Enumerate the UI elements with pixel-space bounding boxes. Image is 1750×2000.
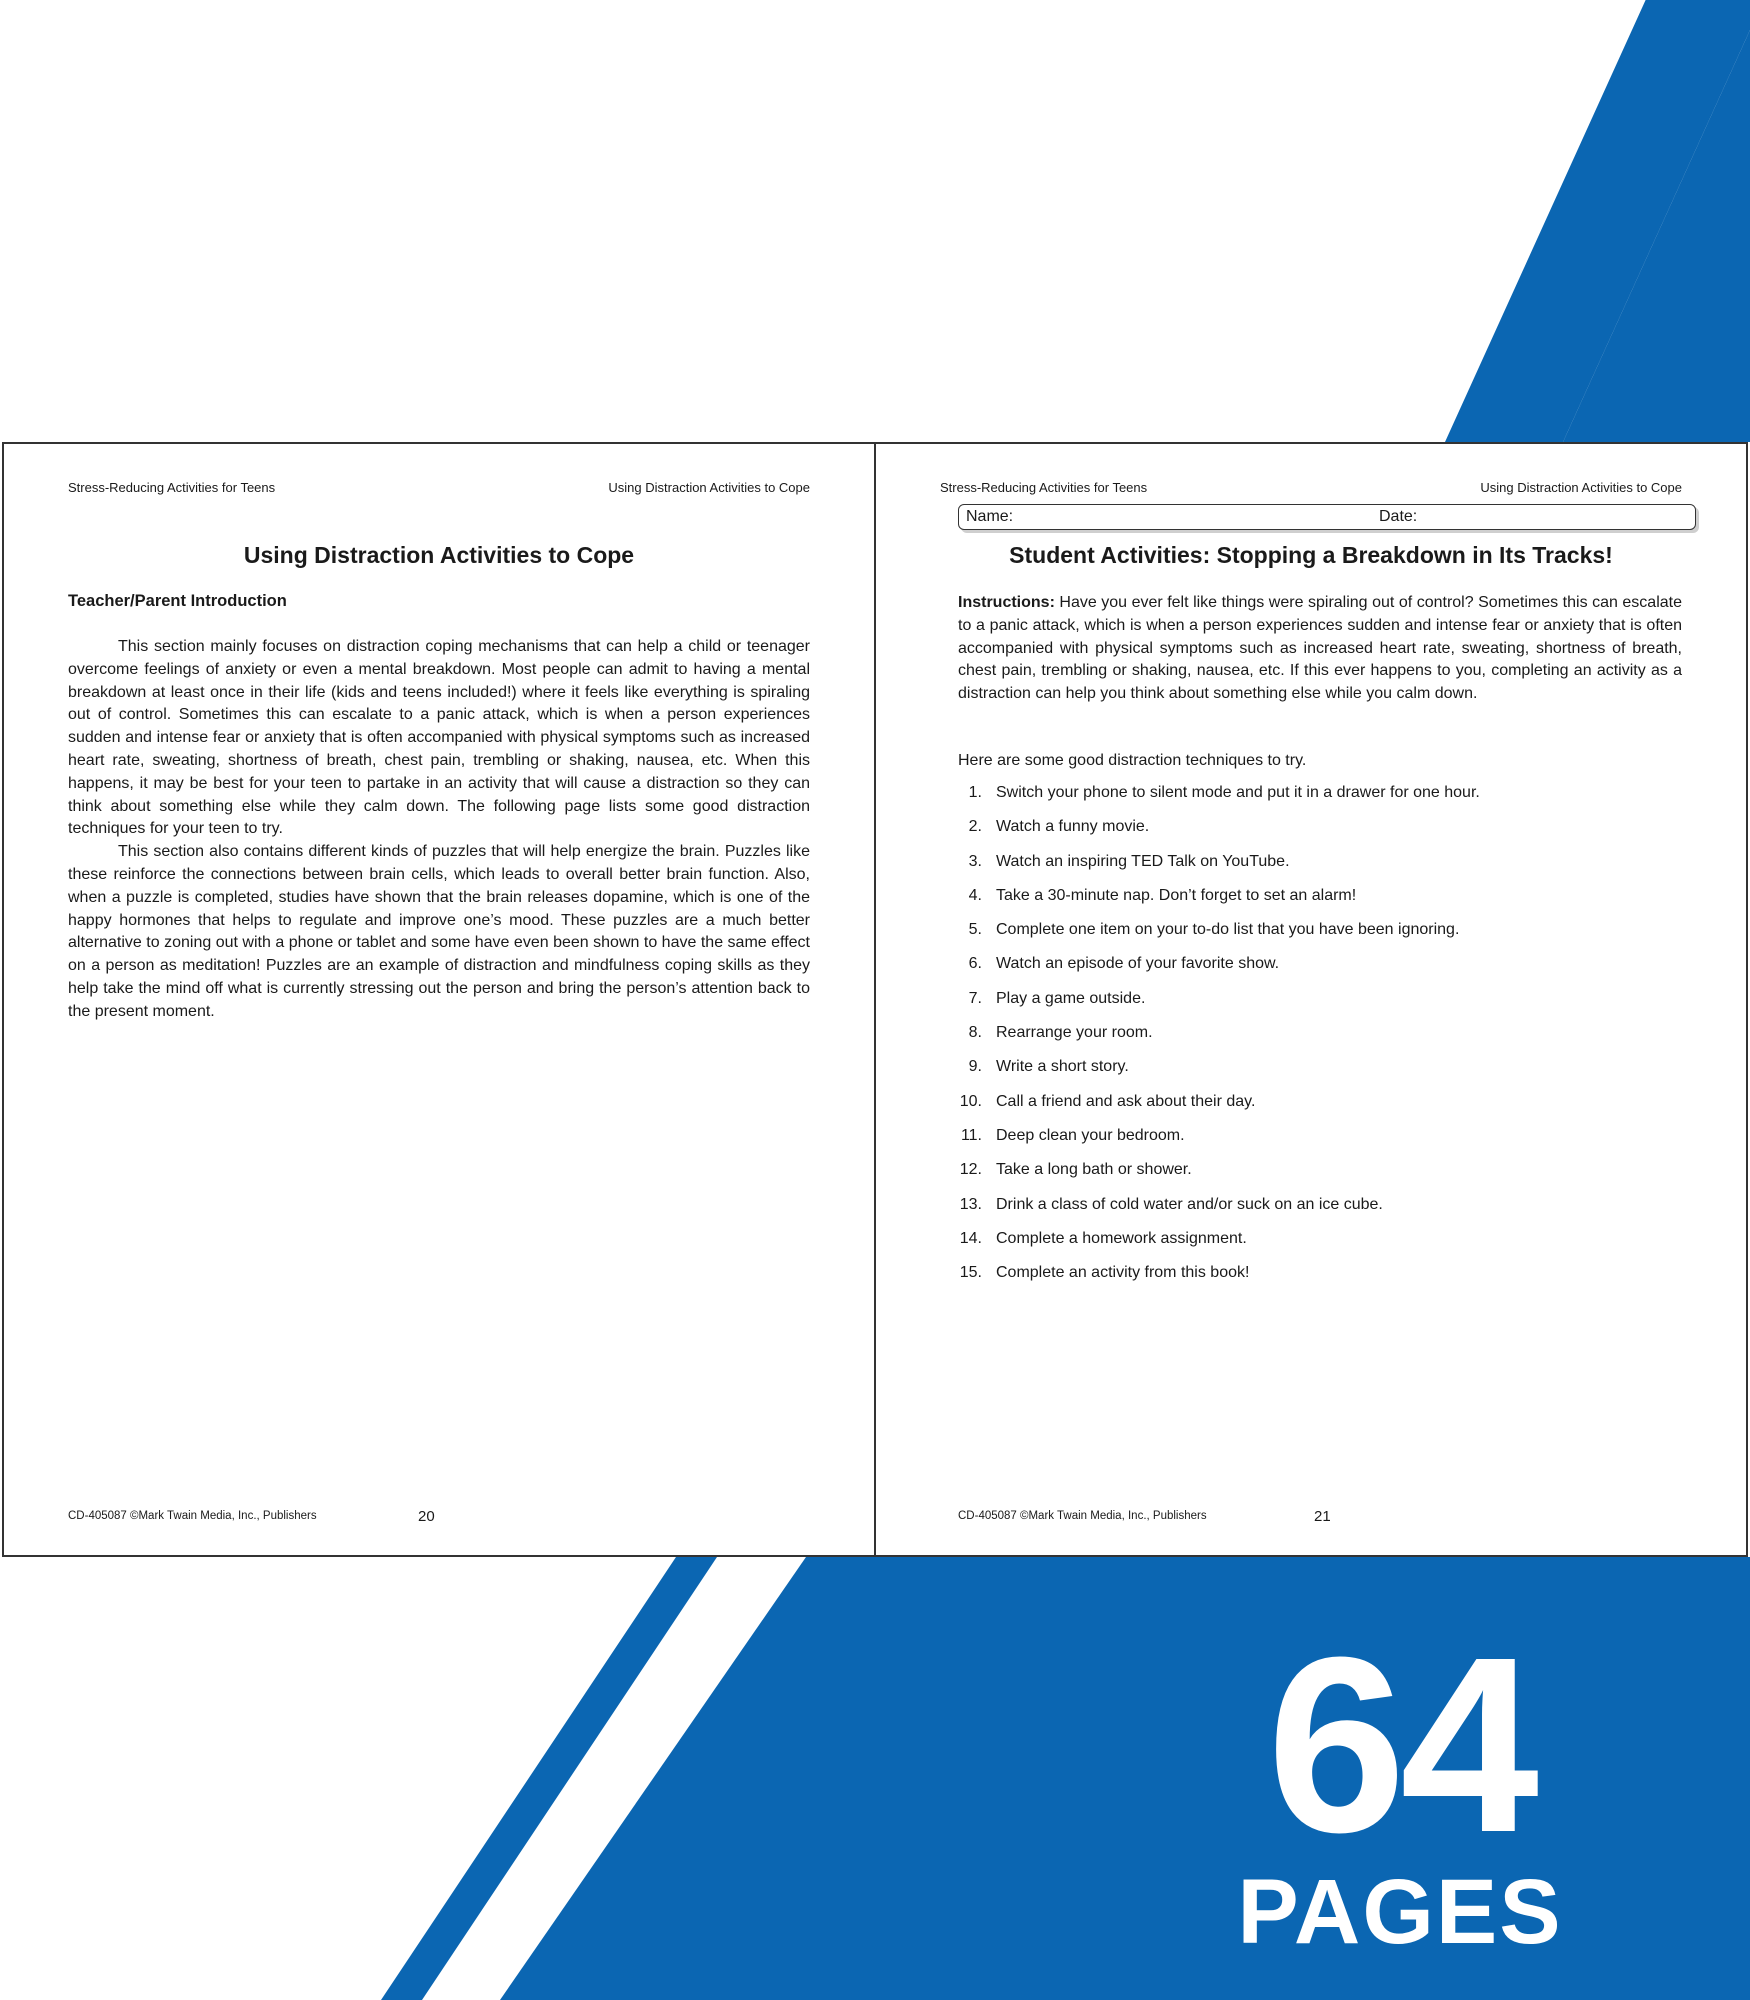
footer-publisher: CD-405087 ©Mark Twain Media, Inc., Publishers xyxy=(958,1510,1207,1522)
list-item-number: 7. xyxy=(968,989,982,1007)
list-item xyxy=(958,1161,1192,1195)
list-item-text: Watch a funny movie. xyxy=(996,818,1150,836)
running-header xyxy=(940,480,1682,498)
list-item-number: 1. xyxy=(968,784,982,801)
list-item xyxy=(958,886,1357,921)
page-number: 21 xyxy=(1314,1508,1331,1525)
list-item-number: 8. xyxy=(968,1024,982,1042)
page-count-number: 64 xyxy=(1266,1605,1534,1884)
list-item xyxy=(958,1264,1250,1298)
list-item-text: Write a short story. xyxy=(996,1058,1129,1076)
list-item-text: Complete a homework assignment. xyxy=(996,1229,1247,1247)
list-item xyxy=(958,1195,1383,1230)
list-item-text: Switch your phone to silent mode and put it in a drawer for one hour. xyxy=(996,784,1480,801)
name-label: Name: xyxy=(966,508,1014,525)
list-item-number: 14. xyxy=(959,1229,982,1247)
list-item-text: Call a friend and ask about their day. xyxy=(996,1092,1256,1110)
list-item xyxy=(958,1092,1256,1127)
page-number: 20 xyxy=(418,1508,435,1525)
list-item-number: 5. xyxy=(968,921,982,939)
list-item-number: 15. xyxy=(959,1264,982,1282)
list-item-text: Play a game outside. xyxy=(996,989,1146,1007)
list-item-number: 9. xyxy=(968,1058,982,1076)
footer-publisher: CD-405087 ©Mark Twain Media, Inc., Publishers xyxy=(68,1510,317,1522)
intro-paragraph-2: This section also contains different kinds of puzzles that will help energize the brain. Puzzles like these reinforce the connections between brain cells, which leads to overall better brain function. Also, when a puzzle is completed, studies have shown that the brain releases dopamine, which is one of the happy hormones that helps to regulate and improve one’s mood. These puzzles are a much better alternative to zoning out with a phone or tablet and some have even been shown to have the same effect on a person as meditation! Puzzles are an example of distraction and mindfulness coping skills as they help take the mind off what is currently stressing out the person and bring the person’s attention back to the present moment. xyxy=(68,843,810,1020)
list-item-text: Watch an episode of your favorite show. xyxy=(996,955,1280,973)
list-item xyxy=(958,818,1150,852)
list-item-number: 11. xyxy=(960,1126,982,1144)
header-section-title: Using Distraction Activities to Cope xyxy=(1480,480,1682,495)
header-book-title: Stress-Reducing Activities for Teens xyxy=(68,480,276,495)
list-item-number: 6. xyxy=(968,955,982,973)
list-item xyxy=(958,1126,1185,1161)
instructions xyxy=(958,592,1682,706)
list-item-text: Take a long bath or shower. xyxy=(996,1161,1192,1179)
section-subtitle: Teacher/Parent Introduction xyxy=(68,592,287,610)
list-item xyxy=(958,784,1480,818)
instructions-text: Have you ever felt like things were spiraling out of control? Sometimes this can escalate to a panic attack, which is when a person experiences sudden and intense fear or anxiety that is often accompanied with physical symptoms such as increased heart rate, sweating, shortness of breath, chest pain, trembling or shaking, nausea, etc. If this ever happens to you, completing an activity as a distraction can help you think about something else while you calm down. xyxy=(958,594,1682,703)
list-item-text: Drink a class of cold water and/or suck on an ice cube. xyxy=(996,1195,1383,1213)
list-item xyxy=(958,1058,1129,1092)
list-item xyxy=(958,1229,1247,1264)
intro-text xyxy=(68,636,810,1024)
list-item-number: 12. xyxy=(959,1161,982,1179)
list-item-number: 4. xyxy=(968,886,982,904)
page-title: Student Activities: Stopping a Breakdown in Its Tracks! xyxy=(1009,542,1613,568)
right-book-page xyxy=(874,442,1748,1557)
list-item-number: 3. xyxy=(968,852,982,870)
name-date-bar xyxy=(958,504,1696,530)
intro-paragraph-1: This section mainly focuses on distraction coping mechanisms that can help a child or teenager overcome feelings of anxiety or even a mental breakdown. Most people can admit to having a mental breakdown at least once in their life (kids and teens included!) where it feels like everything is spiraling out of control. Sometimes this can escalate to a panic attack, which is when a person experiences sudden and intense fear or anxiety that is often accompanied with physical symptoms such as increased heart rate, sweating, shortness of breath, chest pain, trembling or shaking, nausea, etc. When this happens, it may be best for your teen to partake in an activity that will cause a distraction so they can think about something else while they calm down. The following page lists some good distraction techniques for your teen to try. xyxy=(68,638,810,838)
list-item-text: Complete one item on your to-do list that you have been ignoring. xyxy=(996,921,1460,939)
header-section-title: Using Distraction Activities to Cope xyxy=(608,480,810,495)
list-item-number: 2. xyxy=(968,818,982,836)
list-item-number: 13. xyxy=(959,1195,982,1213)
instructions-label: Instructions: xyxy=(958,594,1055,611)
page-count-label: PAGES xyxy=(1237,1861,1563,1963)
list-item-text: Take a 30-minute nap. Don’t forget to set an alarm! xyxy=(996,886,1357,904)
techniques-list xyxy=(958,784,1480,1298)
list-item-text: Deep clean your bedroom. xyxy=(996,1126,1185,1144)
date-label: Date: xyxy=(1379,508,1418,525)
list-item xyxy=(958,852,1290,887)
list-item-text: Rearrange your room. xyxy=(996,1024,1153,1042)
running-header xyxy=(68,480,810,498)
list-item xyxy=(958,1024,1153,1058)
list-item-number: 10. xyxy=(959,1092,982,1110)
list-item xyxy=(958,921,1460,955)
list-item xyxy=(958,989,1146,1024)
left-book-page xyxy=(2,442,876,1557)
header-book-title: Stress-Reducing Activities for Teens xyxy=(940,480,1148,495)
list-item-text: Watch an inspiring TED Talk on YouTube. xyxy=(996,852,1290,870)
list-item xyxy=(958,955,1280,989)
list-lead: Here are some good distraction techniques to try. xyxy=(958,752,1307,769)
list-item-text: Complete an activity from this book! xyxy=(996,1264,1250,1282)
page-title: Using Distraction Activities to Cope xyxy=(243,542,635,568)
